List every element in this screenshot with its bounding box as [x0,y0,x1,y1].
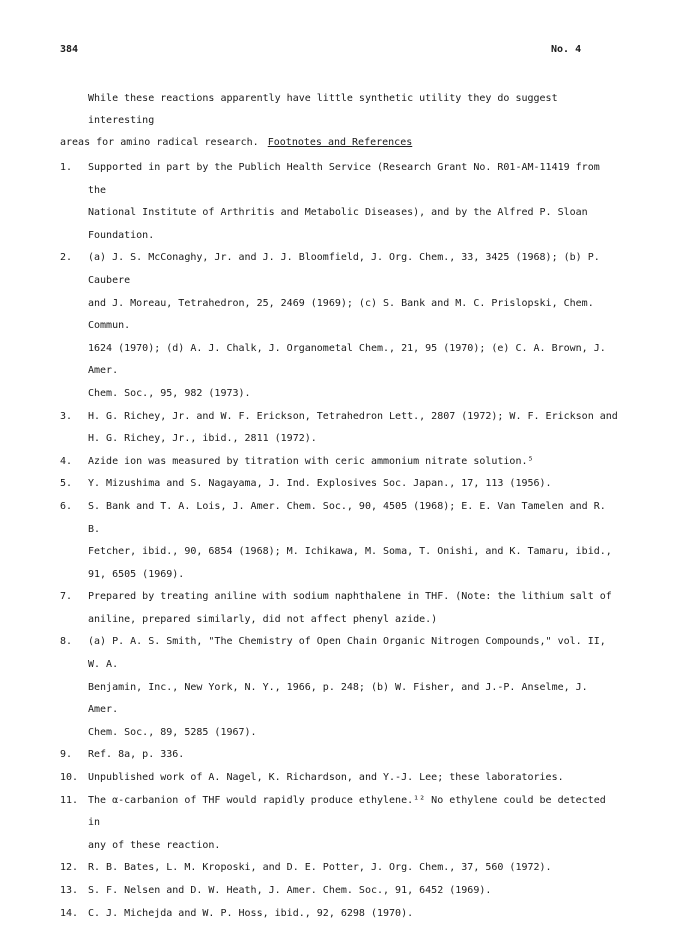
footnote-line: S. F. Nelsen and D. W. Heath, J. Amer. Chem. Soc., 91, 6452 (1969). [88,885,492,896]
footnote-number: 3. [60,410,73,422]
footnote-line: 91, 6505 (1969). [88,568,185,580]
footnote-item [0,631,618,744]
footnote-line: Unpublished work of A. Nagel, K. Richardson, and Y.-J. Lee; these laboratories. [88,772,564,784]
footnote-item [0,157,618,247]
footnote-number: 8. [60,636,73,648]
footnote-line: 1624 (1970); (d) A. J. Chalk, J. Organometal Chem., 21, 95 (1970); (e) C. A. Brown, J. Amer. [88,342,606,377]
footnote-item [0,496,618,586]
footnote-number: 5. [60,478,73,490]
footnote-line: (a) J. S. McConaghy, Jr. and J. J. Bloomfield, J. Org. Chem., 33, 3425 (1968); (b) P. Caubere [88,252,600,286]
footnote-item [0,406,618,451]
issue-number: No. 4 [551,44,582,55]
footnote-line: (a) P. A. S. Smith, "The Chemistry of Open Chain Organic Nitrogen Compounds," vol. II, W. A. [88,636,606,671]
footnote-item [0,880,618,903]
footnote-number: 12. [60,862,79,874]
footnote-line: C. J. Michejda and W. P. Hoss, ibid., 92, 6298 (1970). [88,907,414,919]
footnote-number: 9. [60,749,73,761]
footnote-number: 4. [60,455,73,467]
footnote-line: Benjamin, Inc., New York, N. Y., 1966, p. 248; (b) W. Fisher, and J.-P. Anselme, J. Amer. [88,681,588,716]
footnotes-title: Footnotes and References [267,137,413,148]
footnote-number: 11. [60,794,79,806]
footnote-item [0,857,618,880]
footnote-line: Ref. 8a, p. 336. [88,749,185,761]
footnote-line: and J. Moreau, Tetrahedron, 25, 2469 (1969); (c) S. Bank and M. C. Prislopski, Chem. Commun. [88,297,594,332]
footnote-number: 13. [60,885,79,896]
footnote-line: Supported in part by the Publich Health Service (Research Grant No. R01-AM-11419 from the [88,162,600,196]
footnote-item [0,586,618,631]
intro-line: areas for amino radical research. [60,137,259,148]
footnote-item [0,767,618,790]
footnote-number: 7. [60,591,73,603]
footnote-line: Chem. Soc., 89, 5285 (1967). [88,726,257,738]
footnote-item [0,790,618,858]
footnote-line: R. B. Bates, L. M. Kroposki, and D. E. Potter, J. Org. Chem., 37, 560 (1972). [88,862,552,874]
footnote-line: Chem. Soc., 95, 982 (1973). [88,387,251,399]
footnote-item [0,451,618,474]
footnote-line: Y. Mizushima and S. Nagayama, J. Ind. Explosives Soc. Japan., 17, 113 (1956). [88,478,552,490]
footnote-line: H. G. Richey, Jr., ibid., 2811 (1972). [88,433,317,445]
page-number: 384 [60,44,79,55]
footnote-number: 6. [60,500,73,512]
footnote-item [0,744,618,767]
intro-line: While these reactions apparently have little synthetic utility they do suggest interesting [88,93,558,126]
footnote-line: any of these reaction. [88,839,221,851]
footnote-number: 2. [60,252,73,264]
footnote-line: Azide ion was measured by titration with ceric ammonium nitrate solution.⁵ [88,455,534,467]
footnote-line: S. Bank and T. A. Lois, J. Amer. Chem. Soc., 90, 4505 (1968); E. E. Van Tamelen and R. B. [88,500,606,535]
footnote-number: 10. [60,772,79,784]
footnote-line: Fetcher, ibid., 90, 6854 (1968); M. Ichikawa, M. Soma, T. Onishi, and K. Tamaru, ibid., [88,546,612,558]
footnote-number: 1. [60,162,73,173]
footnote-line: H. G. Richey, Jr. and W. F. Erickson, Tetrahedron Lett., 2807 (1972); W. F. Erickson and [88,410,618,422]
footnote-item [0,473,618,496]
footnote-line: The α-carbanion of THF would rapidly produce ethylene.¹² No ethylene could be detected in [88,794,606,829]
footnote-line: National Institute of Arthritis and Metabolic Diseases), and by the Alfred P. Sloan Foundation. [88,207,588,241]
footnote-line: Prepared by treating aniline with sodium naphthalene in THF. (Note: the lithium salt of [88,591,612,603]
footnote-number: 14. [60,907,79,919]
footnote-line: aniline, prepared similarly, did not affect phenyl azide.) [88,613,438,625]
footnotes-list [0,157,618,925]
footnote-item [0,903,618,926]
footnote-item [0,247,618,405]
